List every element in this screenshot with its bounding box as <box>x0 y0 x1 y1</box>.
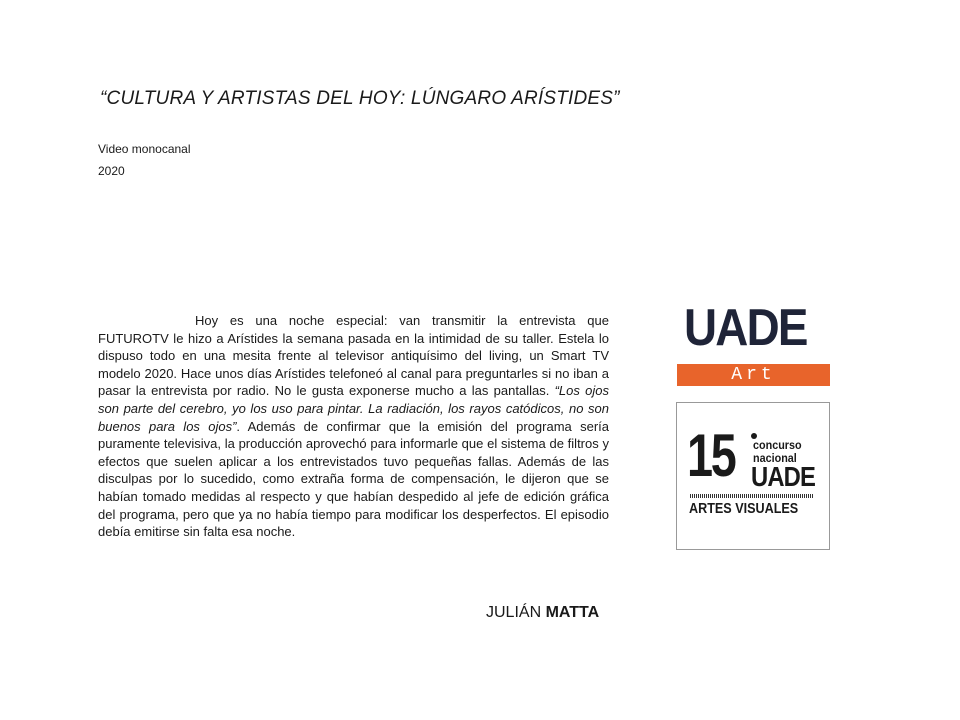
concurso-number: 15 <box>687 422 735 489</box>
work-medium: Video monocanal <box>98 142 191 156</box>
description-part-1: Hoy es una noche especial: van transmitir la entrevista que FUTUROTV le hizo a Arístides la semana pasada en la intimidad de su taller. Estela lo dispuso todo en una mesita frente al televisor antiquísimo del living, un Smart TV modelo 2020. Hace unos días Arístides telefoneó al canal para preguntarles si no iban a pasar la entrevista por radio. No le gusta exponerse mucho a las pantallas. <box>98 313 609 399</box>
nacional-label: nacional <box>753 451 797 465</box>
author-last-name: MATTA <box>545 604 600 621</box>
uade-logo-word: UADE <box>684 299 807 357</box>
work-title: “CULTURA Y ARTISTAS DEL HOY: LÚNGARO ARÍSTIDES” <box>100 88 620 109</box>
concurso-nacional-logo <box>676 402 830 550</box>
description-part-2: . Además de confirmar que la emisión del programa sería puramente televisiva, la producción aprovechó para informarle que el sistema de filtros y efectos que suelen aplicar a los entrevistados tuvo pequeñas fallas. Además de las disculpas por lo sucedido, como extraña forma de compensación, le dijeron que se habían tomado medidas al respecto y que habían despedido al jefe de edición gráfica del programa, pero que ya no había tiempo para modificar los desperfectos. El episodio debía emitirse sin falta esa noche. <box>98 418 609 540</box>
uade-art-logo <box>676 292 830 390</box>
author-first-name: JULIÁN <box>486 604 546 621</box>
concurso-org: UADE <box>751 461 816 492</box>
concurso-label: concurso <box>753 438 802 452</box>
work-year: 2020 <box>98 164 125 178</box>
concurso-divider <box>690 494 814 498</box>
author-name <box>486 604 599 622</box>
description-quote: “Los ojos son parte del cerebro, yo los uso para pintar. La radiación, los rayos catódicos, no son buenos para los ojos” <box>98 383 610 434</box>
work-description <box>98 312 609 541</box>
concurso-subtitle: ARTES VISUALES <box>689 500 799 517</box>
uade-logo-art-band: Art <box>677 364 830 386</box>
